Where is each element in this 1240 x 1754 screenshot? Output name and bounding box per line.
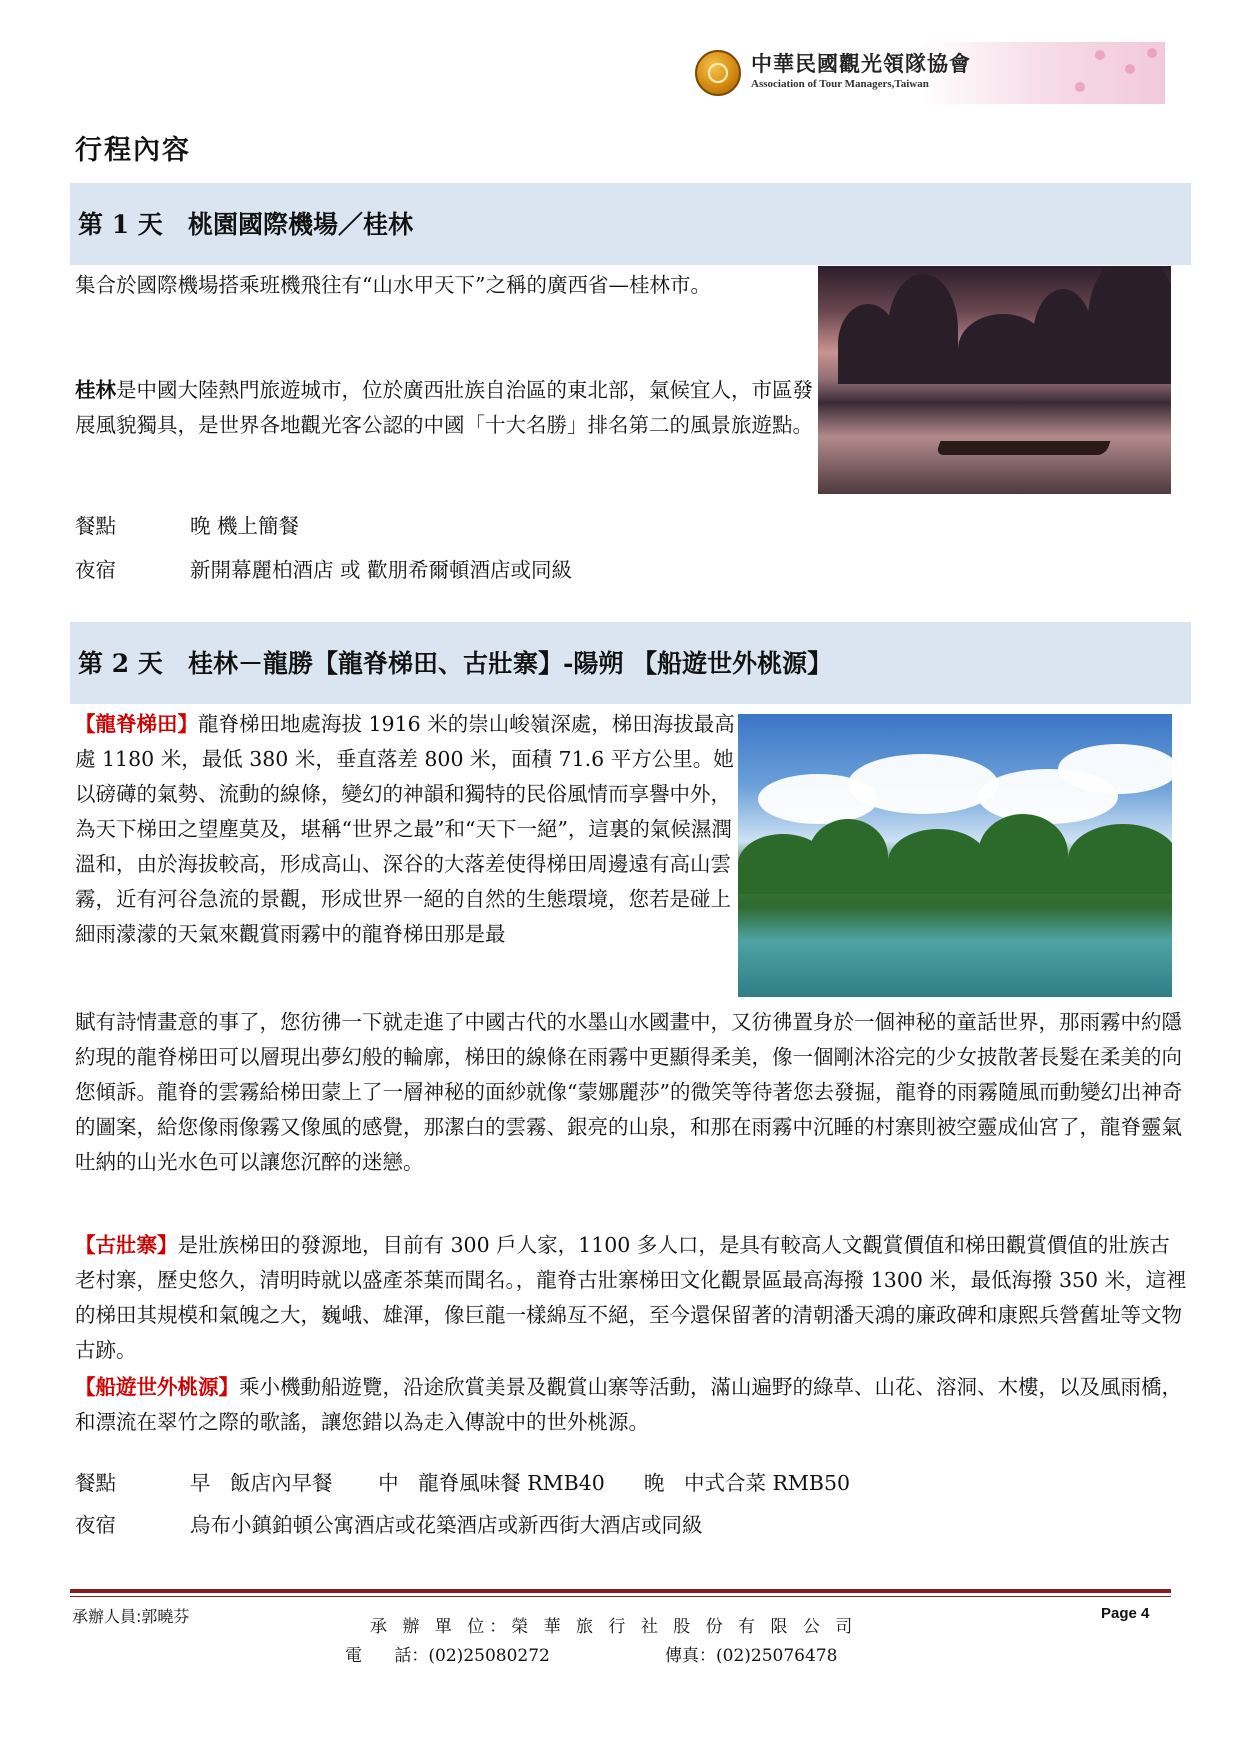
longji-terrace-text: 龍脊梯田地處海拔 1916 米的崇山峻嶺深處，梯田海拔最高處 1180 米，最低 380 米，垂直落差 800 米，面積 71.6 平方公里。她以磅礡的氣勢、流動的線條，變幻的神韻和獨特的民俗風情而享譽中外，為天下梯田之望塵莫及，堪稱“世界之最”和“天下一絕”，這裏的氣候濕潤溫和，由於海拔較高，形成高山、深谷的大落差使得梯田周邊遠有高山雲霧，近有河谷急流的景觀，形成世界一絕的自然的生態環境，您若是碰上細雨濛濛的天氣來觀賞雨霧中的龍脊梯田那是最 [75,712,735,946]
longji-terrace-continued: 賦有詩情畫意的事了，您彷彿一下就走進了中國古代的水墨山水國畫中，又彷彿置身於一個神秘的童話世界，那雨霧中約隱約現的龍脊梯田可以層現出夢幻般的輪廓，梯田的線條在雨霧中更顯得柔美，像一個剛沐浴完的少女披散著長髮在柔美的向您傾訴。龍脊的雲霧給梯田蒙上了一層神秘的面紗就像“蒙娜麗莎”的微笑等待著您去發掘，龍脊的雨霧隨風而動變幻出神奇的圖案，給您像雨像霧又像風的感覺，那潔白的雲霧、銀亮的山泉，和那在雨霧中沉睡的村寨則被空靈成仙宮了，龍脊靈氣吐納的山光水色可以讓您沉醉的迷戀。 [75,1010,1183,1174]
day2-label: 第 2 天 [78,649,163,678]
day1-meal-key: 餐點 [75,514,116,538]
boat-tour-tag: 【船遊世外桃源】 [75,1375,239,1399]
section-title: 行程內容 [75,135,191,166]
longji-terrace-tag: 【龍脊梯田】 [75,712,198,736]
association-emblem-icon [695,50,741,96]
longji-terrace-para [75,707,738,952]
footer-divider-thin [70,1596,1171,1597]
logo-english-name: Association of Tour Managers,Taiwan [751,78,929,90]
day1-label: 第 1 天 [78,210,163,239]
day1-header [70,183,1191,265]
blossom-icon [1125,64,1135,74]
footer-fax: 傳真：(02)25076478 [665,1646,838,1666]
day2-header [70,622,1191,704]
day1-intro: 集合於國際機場搭乘班機飛往有“山水甲天下”之稱的廣西省—桂林市。 [75,273,711,297]
day2-route: 桂林－龍勝【龍脊梯田、古壯寨】-陽朔 【船遊世外桃源】 [188,649,833,678]
guilin-highlight: 桂林 [75,378,116,402]
boat-tour-text: 乘小機動船遊覽，沿途欣賞美景及觀賞山寨等活動，滿山遍野的綠草、山花、溶洞、木樓，以及風雨橋，和漂流在翠竹之際的歌謠，讓您錯以為走入傳說中的世外桃源。 [75,1375,1182,1434]
day1-stay-key: 夜宿 [75,558,116,582]
day1-meal-value: 晚 機上簡餐 [190,514,300,538]
ancient-zhuang-para [75,1228,1190,1368]
day1-route: 桃園國際機場／桂林 [188,210,414,239]
day1-guilin-desc [75,373,815,443]
day2-meal-value: 早 飯店內早餐 中 龍脊風味餐 RMB40 晚 中式合菜 RMB50 [190,1471,851,1495]
guilin-lijiang-photo [818,266,1171,494]
footer-organizer: 承 辦 單 位：榮 華 旅 行 社 股 份 有 限 公 司 [370,1617,858,1637]
day2-stay-key: 夜宿 [75,1513,116,1537]
yangshuo-landscape-photo [738,714,1172,997]
blossom-icon [1075,82,1085,92]
day2-meal-key: 餐點 [75,1471,116,1495]
footer-handler: 承辦人員:郭曉芬 [72,1607,190,1626]
logo-chinese-name: 中華民國觀光領隊協會 [751,52,971,76]
footer-telephone: 電 話：(02)25080272 [345,1646,550,1666]
ancient-zhuang-text: 是壯族梯田的發源地，目前有 300 戶人家，1100 多人口，是具有較高人文觀賞價值和梯田觀賞價值的壯族古老村寨，歷史悠久，清明時就以盛產茶葉而聞名。，龍脊古壯寨梯田文化觀景區最高海撥 1300 米，最低海撥 350 米，這裡的梯田其規模和氣魄之大，巍峨、雄渾，像巨龍一樣綿亙不絕，至今還保留著的清朝潘天鴻的廉政碑和康熙兵營舊址等文物古跡。 [75,1233,1187,1362]
day2-stay-value: 烏布小鎮鉑頓公寓酒店或花築酒店或新西街大酒店或同級 [190,1513,703,1537]
page-number: Page 4 [1101,1605,1150,1622]
boat-tour-para [75,1370,1190,1440]
blossom-icon [1147,48,1157,58]
association-logo [695,42,1165,104]
blossom-icon [1095,50,1105,60]
guilin-desc-text: 是中國大陸熱門旅遊城市，位於廣西壯族自治區的東北部，氣候宜人，市區發展風貌獨具，是世界各地觀光客公認的中國「十大名勝」排名第二的風景旅遊點。 [75,378,813,437]
ancient-zhuang-tag: 【古壯寨】 [75,1233,178,1257]
day1-stay-value: 新開幕麗柏酒店 或 歡朋希爾頓酒店或同級 [190,558,573,582]
footer-divider [70,1589,1171,1593]
